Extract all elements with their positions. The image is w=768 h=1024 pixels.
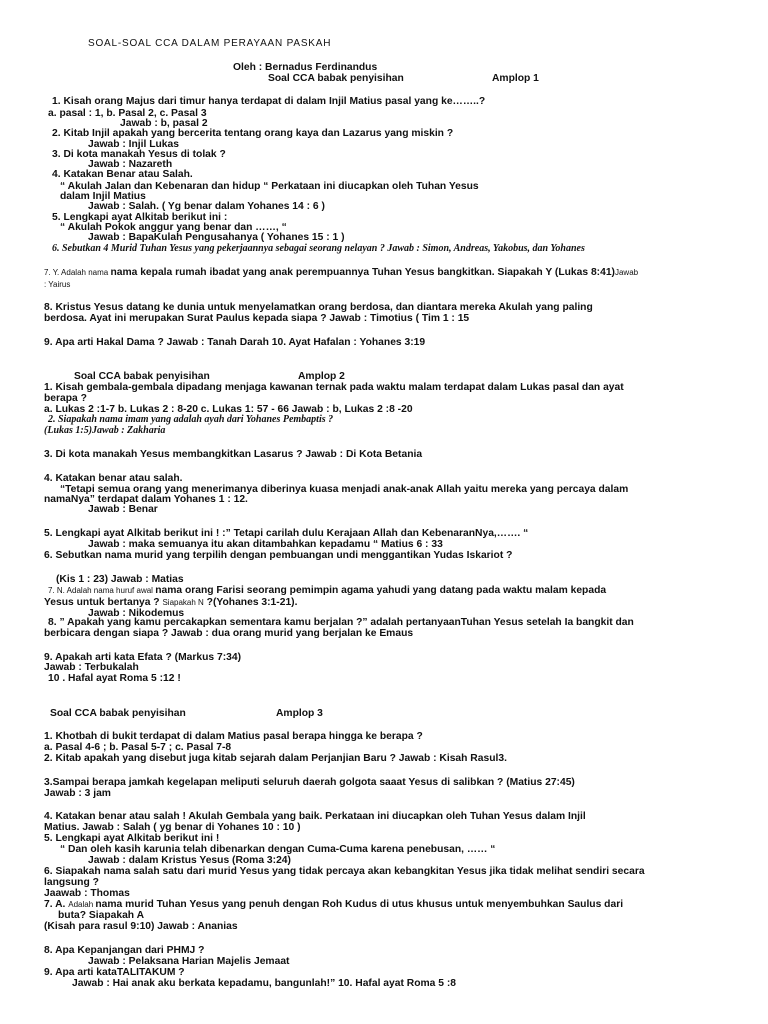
a2-q2-line2: (Lukas 1:5)Jawab : Zakharia xyxy=(44,425,166,436)
section-2-header: Soal CCA babak penyisihan xyxy=(74,371,210,382)
a2-q7-answer: Jawab : Nikodemus xyxy=(88,608,185,619)
a1-q6: 6. Sebutkan 4 Murid Tuhan Yesus yang pekerjaannya sebagai seorang nelayan ? Jawab : Simon, Andreas, Yakobus, dan Yohanes xyxy=(52,243,585,254)
a2-q8-line2: berbicara dengan siapa ? Jawab : dua orang murid yang berjalan ke Emaus xyxy=(44,628,414,639)
document-title: SOAL-SOAL CCA DALAM PERAYAAN PASKAH xyxy=(88,38,332,49)
a1-q1-options: a. pasal : 1, b. Pasal 2, c. Pasal 3 xyxy=(48,108,207,119)
a1-q7-prefix: 7. Y. Adalah nama xyxy=(44,268,111,277)
a1-q4-statement: “ Akulah Jalan dan Kebenaran dan hidup “ Perkataan ini diucapkan oleh Tuhan Yesus xyxy=(60,181,479,192)
a1-q8-line2: berdosa. Ayat ini merupakan Surat Paulus kepada siapa ? Jawab : Timotius ( Tim 1 : 15 xyxy=(44,313,470,324)
author-line: Oleh : Bernadus Ferdinandus xyxy=(233,62,378,73)
a3-q1-options: a. Pasal 4-6 ; b. Pasal 5-7 ; c. Pasal 7-8 xyxy=(44,742,232,753)
a2-q1-options: a. Lukas 2 :1-7 b. Lukas 2 : 8-20 c. Lukas 1: 57 - 66 Jawab : b, Lukas 2 :8 -20 xyxy=(44,404,413,415)
a1-q2-answer: Jawab : Injil Lukas xyxy=(88,139,179,150)
a2-q4: 4. Katakan benar atau salah. xyxy=(44,473,183,484)
a1-q4-statement-2: dalam Injil Matius xyxy=(60,191,146,202)
a3-q5-answer: Jawab : dalam Kristus Yesus (Roma 3:24) xyxy=(88,855,291,866)
a1-q4: 4. Katakan Benar atau Salah. xyxy=(52,169,193,180)
a2-q5-answer: Jawab : maka semuanya itu akan ditambahkan kepadamu “ Matius 6 : 33 xyxy=(88,539,443,550)
a2-q7-prefix: 7. N. Adalah nama huruf awal xyxy=(48,586,156,595)
a1-q7-jawab: Jawab xyxy=(614,268,639,277)
a3-q9: 9. Apa arti kataTALITAKUM ? xyxy=(44,967,185,978)
a1-q3-answer: Jawab : Nazareth xyxy=(88,159,173,170)
a3-q7-small: Adalah xyxy=(68,900,96,909)
section-3-header: Soal CCA babak penyisihan xyxy=(50,708,186,719)
a3-q6-answer: Jaawab : Thomas xyxy=(44,888,130,899)
a1-q7-text: nama kepala rumah ibadat yang anak perempuannya Tuhan Yesus bangkitkan. Siapakah Y (Lukas 8:41) xyxy=(110,267,615,278)
a3-q2: 2. Kitab apakah yang disebut juga kitab sejarah dalam Perjanjian Baru ? Jawab : Kisah Rasul3. xyxy=(44,753,507,764)
a3-q5: 5. Lengkapi ayat Alkitab berikut ini ! xyxy=(44,833,220,844)
a2-q10: 10 . Hafal ayat Roma 5 :12 ! xyxy=(48,673,181,684)
a3-q7-prefix: 7. A. xyxy=(44,899,69,910)
a1-q7-answer: : Yairus xyxy=(44,280,71,289)
a3-q7-line2: buta? Siapakah A xyxy=(58,910,145,921)
a2-q7-line2-c: ?(Yohanes 3:1-21). xyxy=(203,597,298,608)
a3-q7-answer: (Kisah para rasul 9:10) Jawab : Ananias xyxy=(44,921,238,932)
a2-q4-answer: Jawab : Benar xyxy=(88,504,158,515)
a2-q6: 6. Sebutkan nama murid yang terpilih dengan pembuangan undi menggantikan Yudas Iskariot ? xyxy=(44,550,513,561)
a1-q5-verse: “ Akulah Pokok anggur yang benar dan ……, “ xyxy=(60,222,287,233)
a3-q8: 8. Apa Kepanjangan dari PHMJ ? xyxy=(44,945,205,956)
a2-q1-line2: berapa ? xyxy=(44,393,87,404)
section-2-tag: Amplop 2 xyxy=(298,371,345,382)
a3-q4-line2: Matius. Jawab : Salah ( yg benar di Yohanes 10 : 10 ) xyxy=(44,822,301,833)
a1-q5-answer: Jawab : BapaKulah Pengusahanya ( Yohanes 15 : 1 ) xyxy=(88,232,345,243)
a3-q4: 4. Katakan benar atau salah ! Akulah Gembala yang baik. Perkataan ini diucapkan oleh Tuhan Yesus dalam Injil xyxy=(44,811,586,822)
a1-q7 xyxy=(44,267,638,279)
a2-q9-answer: Jawab : Terbukalah xyxy=(44,662,139,673)
a3-q3: 3.Sampai berapa jamkah kegelapan meliputi seluruh daerah golgota saaat Yesus di salibkan ? (Matius 27:45) xyxy=(44,777,575,788)
section-1-header: Soal CCA babak penyisihan xyxy=(268,73,404,84)
a2-q7 xyxy=(48,585,606,597)
a3-q9-answer: Jawab : Hai anak aku berkata kepadamu, bangunlah!” 10. Hafal ayat Roma 5 :8 xyxy=(72,978,456,989)
a3-q6: 6. Siapakah nama salah satu dari murid Yesus yang tidak percaya akan kebangkitan Yesus jika tidak melihat sendiri secara xyxy=(44,866,645,877)
a1-q4-answer: Jawab : Salah. ( Yg benar dalam Yohanes 14 : 6 ) xyxy=(88,201,325,212)
a2-q8-line1: 8. ” Apakah yang kamu percakapkan sementara kamu berjalan ?” adalah pertanyaanTuhan Yesus setelah Ia bangkit dan xyxy=(48,617,634,628)
a2-q7-line2-a: Yesus untuk bertanya ? xyxy=(44,597,163,608)
a1-q2: 2. Kitab Injil apakah yang bercerita tentang orang kaya dan Lazarus yang miskin ? xyxy=(52,128,454,139)
a3-q3-answer: Jawab : 3 jam xyxy=(44,788,111,799)
a2-q7-text: nama orang Farisi seorang pemimpin agama yahudi yang datang pada waktu malam kepada xyxy=(155,585,607,596)
a3-q6-line2: langsung ? xyxy=(44,877,99,888)
a3-q5-verse: “ Dan oleh kasih karunia telah dibenarkan dengan Cuma-Cuma karena penebusan, …… “ xyxy=(60,844,496,855)
a2-q6-answer: (Kis 1 : 23) Jawab : Matias xyxy=(56,574,184,585)
a3-q1: 1. Khotbah di bukit terdapat di dalam Matius pasal berapa hingga ke berapa ? xyxy=(44,731,423,742)
a1-q1-answer: Jawab : b, pasal 2 xyxy=(120,118,208,129)
a1-q5: 5. Lengkapi ayat Alkitab berikut ini : xyxy=(52,212,228,223)
a3-q8-answer: Jawab : Pelaksana Harian Majelis Jemaat xyxy=(88,956,290,967)
a2-q4-statement: “Tetapi semua orang yang menerimanya diberinya kuasa menjadi anak-anak Allah yaitu mereka yang percaya dalam xyxy=(60,484,629,495)
a2-q9: 9. Apakah arti kata Efata ? (Markus 7:34) xyxy=(44,652,242,663)
section-1-tag: Amplop 1 xyxy=(492,73,539,84)
section-3-tag: Amplop 3 xyxy=(276,708,323,719)
a2-q2-line1: 2. Siapakah nama imam yang adalah ayah dari Yohanes Pembaptis ? xyxy=(48,414,334,425)
a2-q7-line2-b: Siapakah N xyxy=(162,598,204,607)
a2-q3: 3. Di kota manakah Yesus membangkitkan Lasarus ? Jawab : Di Kota Betania xyxy=(44,449,423,460)
a3-q7-text: nama murid Tuhan Yesus yang penuh dengan Roh Kudus di utus khusus untuk menyembuhkan Saulus dari xyxy=(95,899,624,910)
a2-q1-line1: 1. Kisah gembala-gembala dipadang menjaga kawanan ternak pada waktu malam terdapat dalam Lukas pasal dan ayat xyxy=(44,382,624,393)
a1-q1: 1. Kisah orang Majus dari timur hanya terdapat di dalam Injil Matius pasal yang ke……..? xyxy=(52,96,486,107)
a1-q8-line1: 8. Kristus Yesus datang ke dunia untuk menyelamatkan orang berdosa, dan diantara mereka Akulah yang paling xyxy=(44,302,593,313)
a1-q3: 3. Di kota manakah Yesus di tolak ? xyxy=(52,149,226,160)
a2-q5: 5. Lengkapi ayat Alkitab berikut ini ! :” Tetapi carilah dulu Kerajaan Allah dan KebenaranNya,……. “ xyxy=(44,528,529,539)
a2-q4-statement-2: namaNya” terdapat dalam Yohanes 1 : 12. xyxy=(44,494,248,505)
a1-q9: 9. Apa arti Hakal Dama ? Jawab : Tanah Darah 10. Ayat Hafalan : Yohanes 3:19 xyxy=(44,337,426,348)
